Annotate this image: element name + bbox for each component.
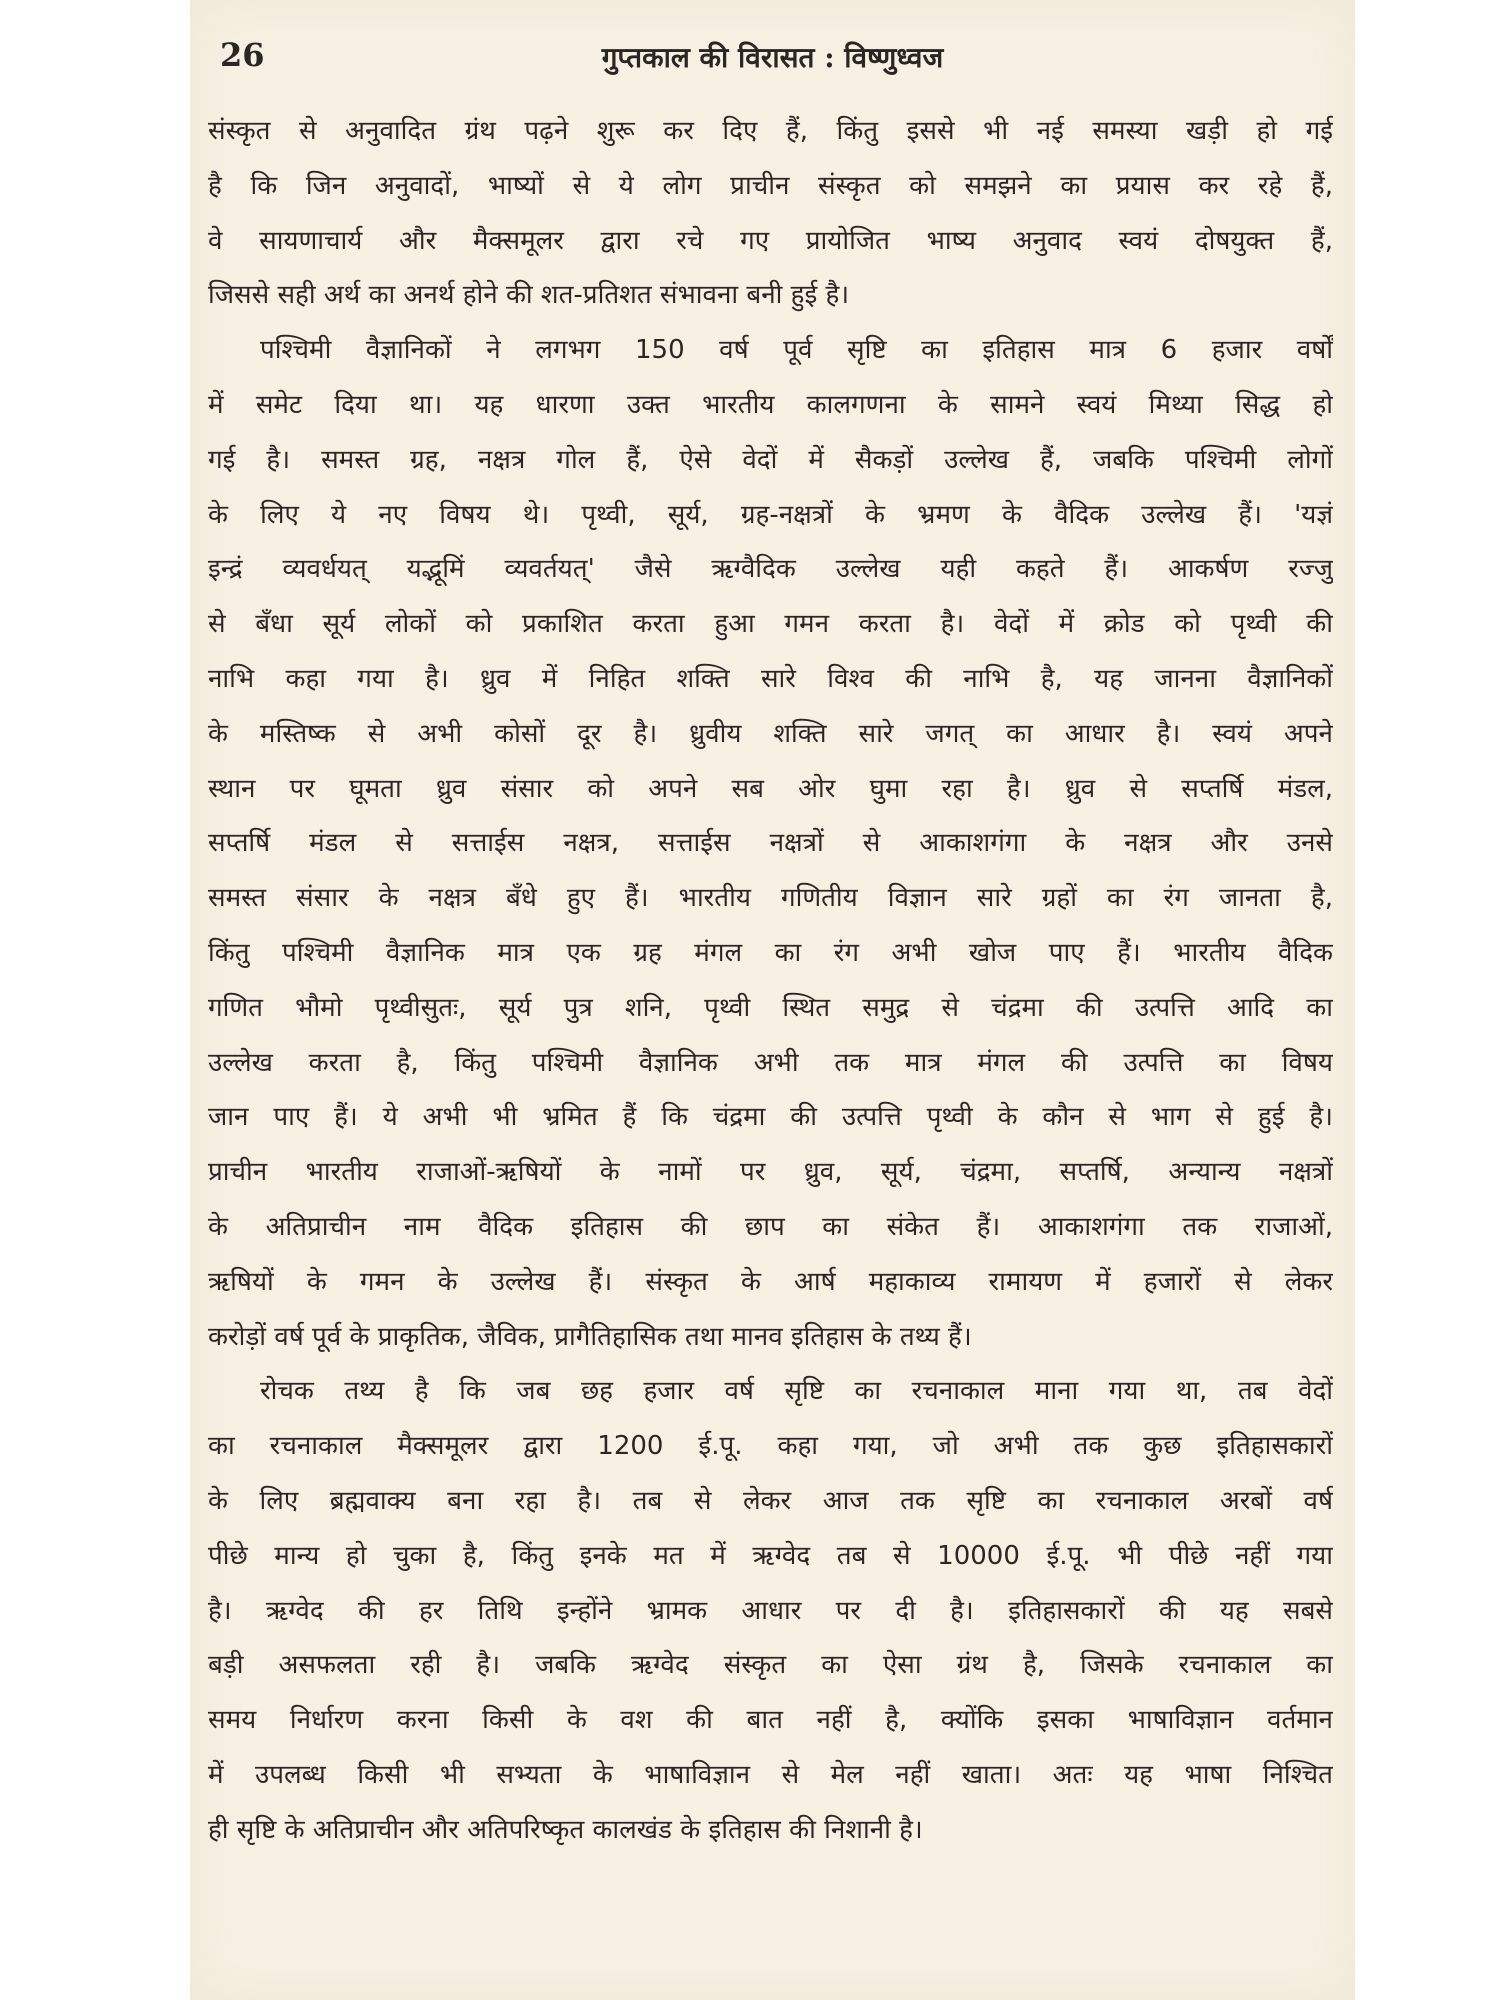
text-line: जान पाए हैं। ये अभी भी भ्रमित हैं कि चंद्रमा की उत्पत्ति पृथ्वी के कौन से भाग से हुई है। xyxy=(208,1102,1333,1133)
text-line: है। ऋग्वेद की हर तिथि इन्होंने भ्रामक आधार पर दी है। इतिहासकारों की यह सबसे xyxy=(208,1595,1333,1626)
text-line: समस्त संसार के नक्षत्र बँधे हुए हैं। भारतीय गणितीय विज्ञान सारे ग्रहों का रंग जानता है, xyxy=(208,883,1333,914)
text-line: बड़ी असफलता रही है। जबकि ऋग्वेद संस्कृत का ऐसा ग्रंथ है, जिसके रचनाकाल का xyxy=(208,1650,1333,1681)
text-line: के अतिप्राचीन नाम वैदिक इतिहास की छाप का संकेत हैं। आकाशगंगा तक राजाओं, xyxy=(208,1211,1333,1242)
text-line: ही सृष्टि के अतिप्राचीन और अतिपरिष्कृत कालखंड के इतिहास की निशानी है। xyxy=(208,1814,923,1845)
text-line: स्थान पर घूमता ध्रुव संसार को अपने सब ओर घुमा रहा है। ध्रुव से सप्तर्षि मंडल, xyxy=(208,773,1333,804)
text-line: पश्चिमी वैज्ञानिकों ने लगभग 150 वर्ष पूर्व सृष्टि का इतिहास मात्र 6 हजार वर्षों xyxy=(260,335,1333,366)
text-line: वे सायणाचार्य और मैक्समूलर द्वारा रचे गए प्रायोजित भाष्य अनुवाद स्वयं दोषयुक्त हैं, xyxy=(208,225,1333,256)
text-line: के मस्तिष्क से अभी कोसों दूर है। ध्रुवीय शक्ति सारे जगत् का आधार है। स्वयं अपने xyxy=(208,718,1333,749)
book-page xyxy=(190,0,1355,2000)
text-line: जिससे सही अर्थ का अनर्थ होने की शत-प्रतिशत संभावना बनी हुई है। xyxy=(208,280,850,311)
page-number: 26 xyxy=(220,36,265,74)
text-line: में उपलब्ध किसी भी सभ्यता के भाषाविज्ञान से मेल नहीं खाता। अतः यह भाषा निश्चित xyxy=(208,1759,1333,1790)
text-line: किंतु पश्चिमी वैज्ञानिक मात्र एक ग्रह मंगल का रंग अभी खोज पाए हैं। भारतीय वैदिक xyxy=(208,937,1333,968)
text-line: सप्तर्षि मंडल से सत्ताईस नक्षत्र, सत्ताईस नक्षत्रों से आकाशगंगा के नक्षत्र और उनसे xyxy=(208,828,1333,859)
text-line: इन्द्रं व्यवर्धयत् यद्भूमिं व्यवर्तयत्' जैसे ऋग्वैदिक उल्लेख यही कहते हैं। आकर्षण रज्जु xyxy=(208,554,1333,585)
text-line: रोचक तथ्य है कि जब छह हजार वर्ष सृष्टि का रचनाकाल माना गया था, तब वेदों xyxy=(260,1376,1333,1407)
text-line: में समेट दिया था। यह धारणा उक्त भारतीय कालगणना के सामने स्वयं मिथ्या सिद्ध हो xyxy=(208,389,1333,420)
text-line: पीछे मान्य हो चुका है, किंतु इनके मत में ऋग्वेद तब से 10000 ई.पू. भी पीछे नहीं गया xyxy=(208,1540,1333,1571)
text-line: के लिए ये नए विषय थे। पृथ्वी, सूर्य, ग्रह-नक्षत्रों के भ्रमण के वैदिक उल्लेख हैं। 'यज्ञं xyxy=(208,499,1333,530)
text-line: नाभि कहा गया है। ध्रुव में निहित शक्ति सारे विश्व की नाभि है, यह जानना वैज्ञानिकों xyxy=(208,663,1333,694)
text-line: गणित भौमो पृथ्वीसुतः, सूर्य पुत्र शनि, पृथ्वी स्थित समुद्र से चंद्रमा की उत्पत्ति आदि का xyxy=(208,992,1333,1023)
text-line: से बँधा सूर्य लोकों को प्रकाशित करता हुआ गमन करता है। वेदों में क्रोड को पृथ्वी की xyxy=(208,609,1333,640)
page-header xyxy=(220,36,1325,86)
text-line: करोड़ों वर्ष पूर्व के प्राकृतिक, जैविक, प्रागैतिहासिक तथा मानव इतिहास के तथ्य हैं। xyxy=(208,1321,972,1352)
text-line: के लिए ब्रह्मवाक्य बना रहा है। तब से लेकर आज तक सृष्टि का रचनाकाल अरबों वर्ष xyxy=(208,1485,1333,1516)
text-line: है कि जिन अनुवादों, भाष्यों से ये लोग प्राचीन संस्कृत को समझने का प्रयास कर रहे हैं, xyxy=(208,170,1333,201)
running-title: गुप्तकाल की विरासत : विष्णुध्वज xyxy=(601,41,944,74)
text-line: ऋषियों के गमन के उल्लेख हैं। संस्कृत के आर्ष महाकाव्य रामायण में हजारों से लेकर xyxy=(208,1266,1333,1297)
text-line: संस्कृत से अनुवादित ग्रंथ पढ़ने शुरू कर दिए हैं, किंतु इससे भी नई समस्या खड़ी हो गई xyxy=(208,116,1333,146)
text-line: प्राचीन भारतीय राजाओं-ऋषियों के नामों पर ध्रुव, सूर्य, चंद्रमा, सप्तर्षि, अन्यान्य नक्षत्रों xyxy=(208,1157,1333,1188)
text-line: उल्लेख करता है, किंतु पश्चिमी वैज्ञानिक अभी तक मात्र मंगल की उत्पत्ति का विषय xyxy=(208,1047,1333,1078)
body-text xyxy=(208,104,1333,1858)
text-line: गई है। समस्त ग्रह, नक्षत्र गोल हैं, ऐसे वेदों में सैकड़ों उल्लेख हैं, जबकि पश्चिमी लोगों xyxy=(208,444,1333,475)
text-line: समय निर्धारण करना किसी के वश की बात नहीं है, क्योंकि इसका भाषाविज्ञान वर्तमान xyxy=(208,1705,1333,1736)
text-line: का रचनाकाल मैक्समूलर द्वारा 1200 ई.पू. कहा गया, जो अभी तक कुछ इतिहासकारों xyxy=(208,1431,1333,1462)
